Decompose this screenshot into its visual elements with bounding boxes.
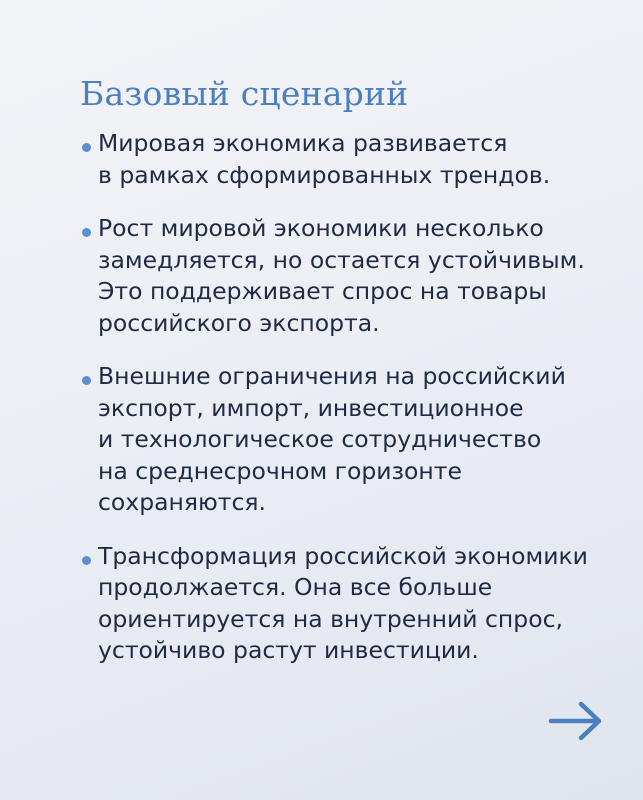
bullet-line: устойчиво растут инвестиции. bbox=[98, 636, 479, 664]
bullet-dot-icon bbox=[82, 376, 91, 385]
bullet-line: Мировая экономика развивается bbox=[98, 129, 508, 157]
bullet-line: экспорт, импорт, инвестиционное bbox=[98, 393, 524, 422]
bullet-item-3 bbox=[80, 361, 620, 519]
next-slide-button[interactable] bbox=[548, 700, 604, 742]
bullet-dot-icon bbox=[82, 228, 91, 237]
bullet-line: российского экспорта. bbox=[98, 308, 380, 337]
bullet-line: замедляется, но остается устойчивым. bbox=[98, 245, 585, 274]
bullet-dot-icon bbox=[82, 143, 91, 152]
bullet-line: и технологическое сотрудничество bbox=[98, 425, 542, 453]
bullet-line: Это поддерживает спрос на товары bbox=[98, 277, 547, 305]
bullet-list bbox=[80, 128, 620, 689]
bullet-line: Трансформация российской экономики bbox=[98, 541, 588, 570]
bullet-line: сохраняются. bbox=[98, 488, 267, 516]
bullet-line: Рост мировой экономики несколько bbox=[98, 214, 544, 242]
bullet-line: в рамках сформированных трендов. bbox=[98, 160, 551, 189]
bullet-line: продолжается. Она все больше bbox=[98, 573, 493, 601]
bullet-line: ориентируется на внутренний спрос, bbox=[98, 604, 563, 633]
bullet-item-2 bbox=[80, 213, 620, 339]
slide-title: Базовый сценарий bbox=[80, 74, 409, 113]
bullet-dot-icon bbox=[82, 556, 91, 565]
bullet-line: Внешние ограничения на российский bbox=[98, 362, 566, 390]
bullet-item-1 bbox=[80, 128, 620, 191]
arrow-right-icon bbox=[548, 700, 604, 742]
bullet-line: на среднесрочном горизонте bbox=[98, 456, 462, 485]
bullet-item-4 bbox=[80, 541, 620, 667]
